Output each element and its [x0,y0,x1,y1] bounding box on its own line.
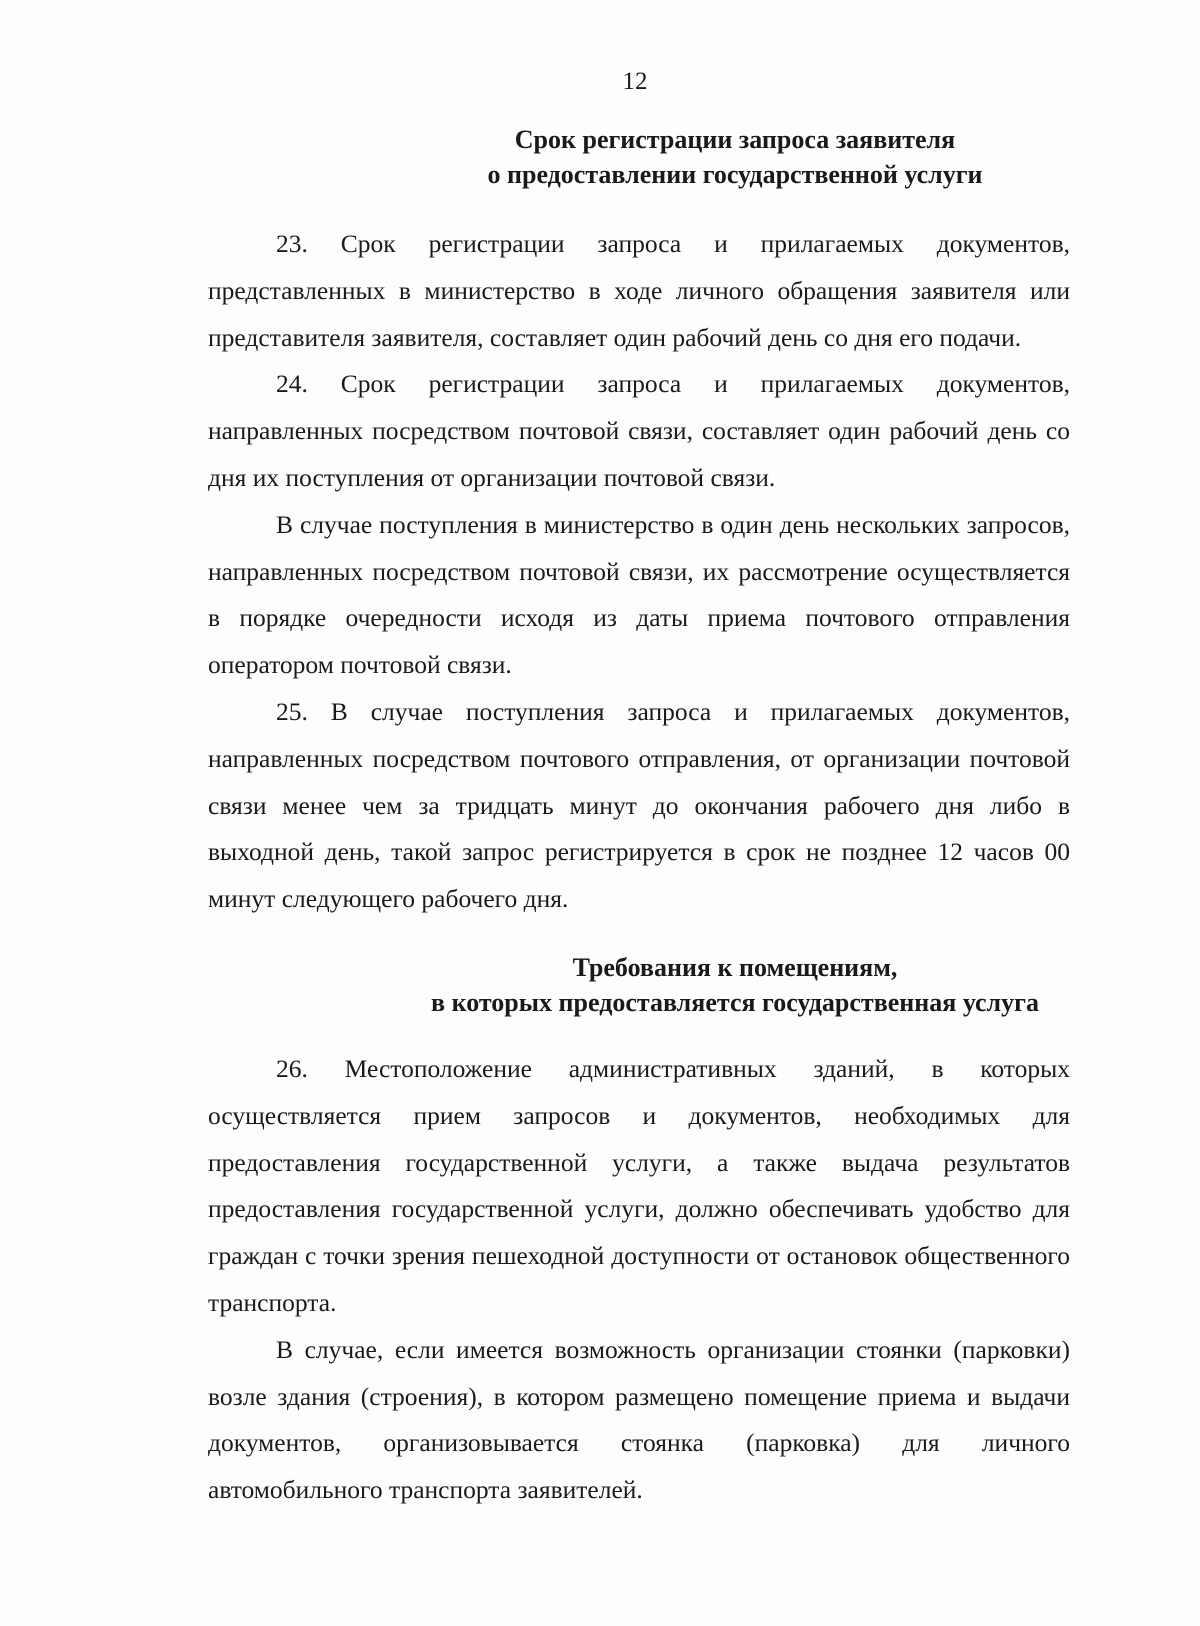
paragraph-26-continued: В случае, если имеется возможность организации стоянки (парковки) возле здания (строения), в котором размещено помещение приема и выдачи документов, организовывается стоянка (парковка) для личного автомобильного транспорта заявителей. [208,1334,1070,1505]
heading-line: о предоставлении государственной услуги [487,160,983,189]
section-heading-registration-deadline [200,122,1200,192]
section-heading-premises-requirements [200,950,1200,1020]
heading-line: Требования к помещениям, [572,953,898,982]
section-body-registration-deadline [208,221,1070,923]
paragraph-26: 26. Местоположение административных зданий, в которых осуществляется прием запросов и документов, необходимых для предоставления государственной услуги, а также выдача результатов предоставления государственной услуги, должно обеспечивать удобство для граждан с точки зрения пешеходной доступности от остановок общественного транспорта. [208,1054,1070,1317]
heading-line: в которых предоставляется государственная услуга [431,988,1039,1017]
paragraph-24: 24. Срок регистрации запроса и прилагаемых документов, направленных посредством почтовой связи, составляет один рабочий день со дня их поступления от организации почтовой связи. [208,369,1070,492]
section-body-premises-requirements [208,1046,1070,1514]
page-number: 12 [622,68,648,95]
heading-line: Срок регистрации запроса заявителя [514,125,956,154]
paragraph-25: 25. В случае поступления запроса и прилагаемых документов, направленных посредством почтового отправления, от организации почтовой связи менее чем за тридцать минут до окончания рабочего дня либо в выходной день, такой запрос регистрируется в срок не позднее 12 часов 00 минут следующего рабочего дня. [208,696,1070,914]
paragraph-23: 23. Срок регистрации запроса и прилагаемых документов, представленных в министерство в ходе личного обращения заявителя или представителя заявителя, составляет один рабочий день со дня его подачи. [208,229,1070,352]
paragraph-24-continued: В случае поступления в министерство в один день нескольких запросов, направленных посредством почтовой связи, их рассмотрение осуществляется в порядке очередности исходя из даты приема почтового отправления оператором почтовой связи. [208,509,1070,680]
